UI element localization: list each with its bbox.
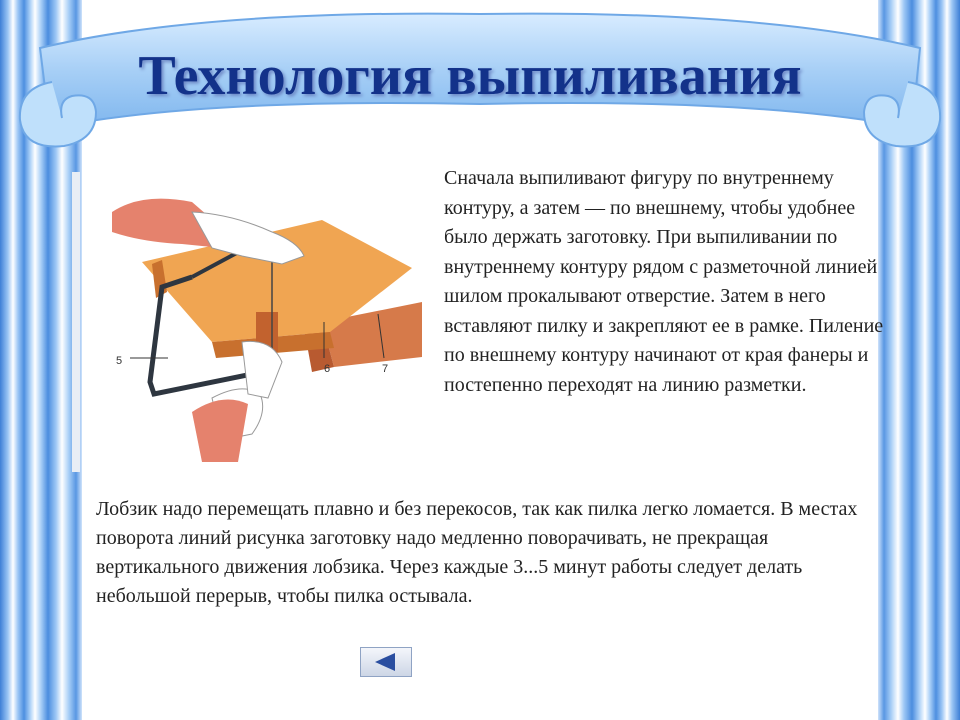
paragraph-jigsaw-movement: Лобзик надо перемещать плавно и без перекосов, так как пилка легко ломается. В местах поворота линий рисунка заготовку надо медленно поворачивать, не прекращая вертикального движения лобзика. Через каждые 3...5 минут работы следует делать небольшой перерыв, чтобы пилка остывала. <box>96 498 858 607</box>
back-button[interactable] <box>360 647 412 677</box>
jigsaw-sawing-illustration <box>72 172 432 472</box>
triangle-left-icon <box>361 648 411 676</box>
figure-label-5: 5 <box>116 355 123 367</box>
paragraph-internal-contour: Сначала выпиливают фигуру по внутреннему контуру, а затем — по внешнему, чтобы удобнее было держать заготовку. При выпиливании по внутреннему контуру рядом с разметочной линией шилом прокалывают отверстие. Затем в него вставляют пилку и закрепляют ее в рамке. Пиление по внешнему контуру начинают от края фанеры и постепенно переходят на линию разметки. <box>444 167 884 396</box>
figure-label-7: 7 <box>382 363 389 375</box>
slide-title: Технология выпиливания <box>138 45 802 107</box>
figure-label-6: 6 <box>324 363 331 375</box>
